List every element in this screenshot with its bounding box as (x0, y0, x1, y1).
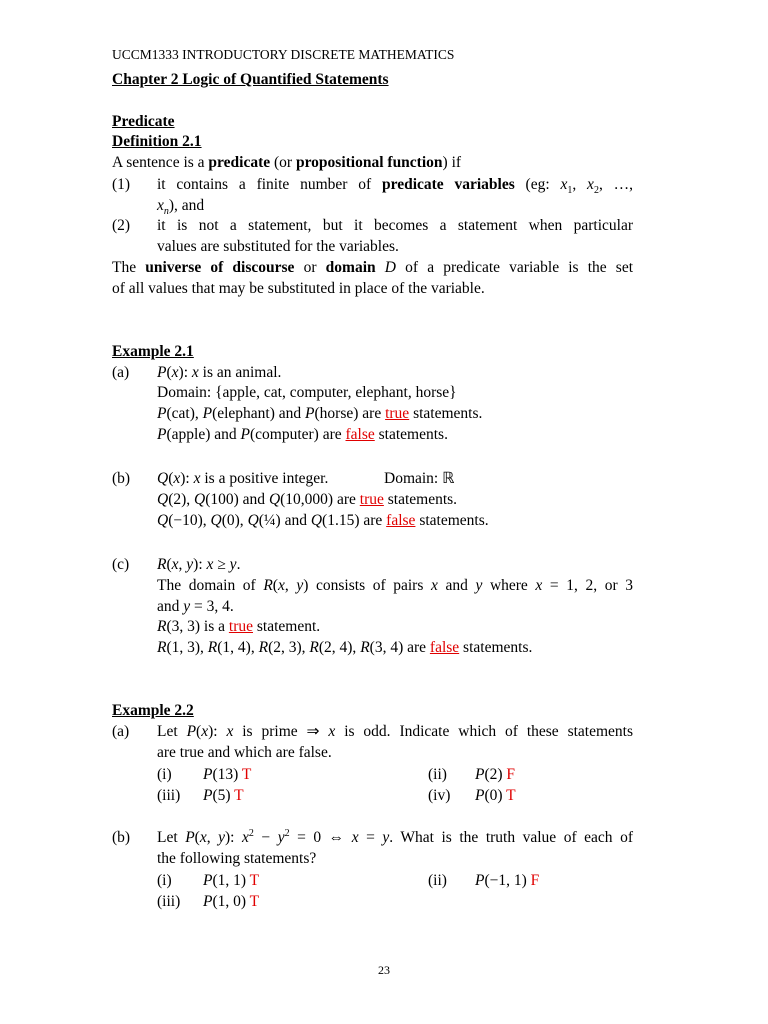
ex21c-line1: R(x, y): x ≥ y. (157, 556, 241, 573)
universe-definition-cont: of all values that may be substituted in place of the variable. (112, 280, 485, 297)
true-label: true (359, 491, 384, 508)
ex21b-false-line: Q(−10), Q(0), Q(¼) and Q(1.15) are false statements. (157, 512, 489, 529)
chapter-title: Chapter 2 Logic of Quantified Statements (112, 71, 389, 88)
false-label: false (429, 639, 460, 656)
item-number: (1) (112, 176, 131, 193)
ex21b-true-line: Q(2), Q(100) and Q(10,000) are true statements. (157, 491, 458, 508)
ex21c-false-line: R(1, 3), R(1, 4), R(2, 3), R(2, 4), R(3, 4) are false statements. (157, 639, 533, 656)
truth-value: T (506, 787, 516, 804)
ex21b-line1: Q(x): x is a positive integer. (157, 470, 329, 487)
truth-value: F (506, 766, 516, 783)
ex22a-item-num: (i) (157, 766, 172, 783)
definition-item-2-cont: values are substituted for the variables. (157, 238, 399, 255)
truth-value: T (249, 872, 260, 889)
item-number: (2) (112, 217, 131, 234)
course-header: UCCM1333 INTRODUCTORY DISCRETE MATHEMATICS (112, 47, 455, 62)
ex21a-true-line: P(cat), P(elephant) and P(horse) are true statements. (157, 405, 483, 422)
example-2-2-label: Example 2.2 (112, 702, 194, 719)
truth-value: T (234, 787, 244, 804)
ex21b-domain: Domain: ℝ (384, 470, 455, 487)
example-2-1-label: Example 2.1 (112, 343, 194, 360)
ex22a-item-num: (ii) (428, 766, 447, 783)
part-label: (c) (112, 556, 130, 573)
ex22b-item-num: (iii) (157, 893, 181, 910)
ex22a-item: P(13) T (203, 766, 252, 783)
ex22a-item: P(5) T (203, 787, 244, 804)
part-label: (b) (112, 829, 131, 846)
page-number: 23 (378, 963, 390, 977)
ex22a-line1: Let P(x): x is prime ⇒ x is odd. Indicate which of these statements (157, 723, 634, 740)
ex22a-item-num: (iv) (428, 787, 451, 804)
ex22b-item-num: (ii) (428, 872, 447, 889)
ex21c-true-line: R(3, 3) is a true statement. (157, 618, 321, 635)
ex22b-item: P(1, 1) T (203, 872, 260, 889)
part-label: (b) (112, 470, 131, 487)
part-label: (a) (112, 364, 130, 381)
ex22b-line2: the following statements? (157, 850, 317, 867)
false-label: false (345, 426, 375, 443)
truth-value: T (249, 893, 260, 910)
definition-intro: A sentence is a predicate (or propositional function) if (112, 154, 462, 171)
definition-item-1-cont: $x_n$), and (157, 197, 205, 218)
true-label: true (385, 405, 410, 422)
ex22a-item: P(2) F (475, 766, 516, 783)
ex21a-line1: P(x): x is an animal. (157, 364, 282, 381)
ex22a-line2: are true and which are false. (157, 744, 332, 761)
ex22a-item-num: (iii) (157, 787, 181, 804)
ex22b-line1: Let P(x, y): $x^2 - y^2 = 0$ ⇔ x = y. What is the truth value of each of (157, 827, 633, 846)
ex22b-item: P(1, 0) T (203, 893, 260, 910)
definition-item-2: it is not a statement, but it becomes a statement when particular (157, 217, 633, 234)
definition-item-1: it contains a finite number of predicate variables (eg: $x_1$, $x_2$, …, (157, 176, 633, 197)
ex21a-domain: Domain: {apple, cat, computer, elephant, horse} (157, 384, 457, 401)
ex21c-line3: and y = 3, 4. (157, 598, 234, 615)
ex21a-false-line: P(apple) and P(computer) are false statements. (157, 426, 448, 443)
universe-definition: The universe of discourse or domain D of a predicate variable is the set (112, 259, 634, 276)
part-label: (a) (112, 723, 130, 740)
false-label: false (386, 512, 416, 529)
truth-value: T (241, 766, 252, 783)
definition-label: Definition 2.1 (112, 133, 202, 150)
section-heading-predicate: Predicate (112, 113, 175, 130)
ex22a-item: P(0) T (475, 787, 516, 804)
ex22b-item: P(−1, 1) F (475, 872, 540, 889)
ex21c-line2: The domain of R(x, y) consists of pairs x and y where x = 1, 2, or 3 (157, 577, 633, 594)
true-label: true (228, 618, 253, 635)
ex22b-item-num: (i) (157, 872, 172, 889)
truth-value: F (530, 872, 540, 889)
